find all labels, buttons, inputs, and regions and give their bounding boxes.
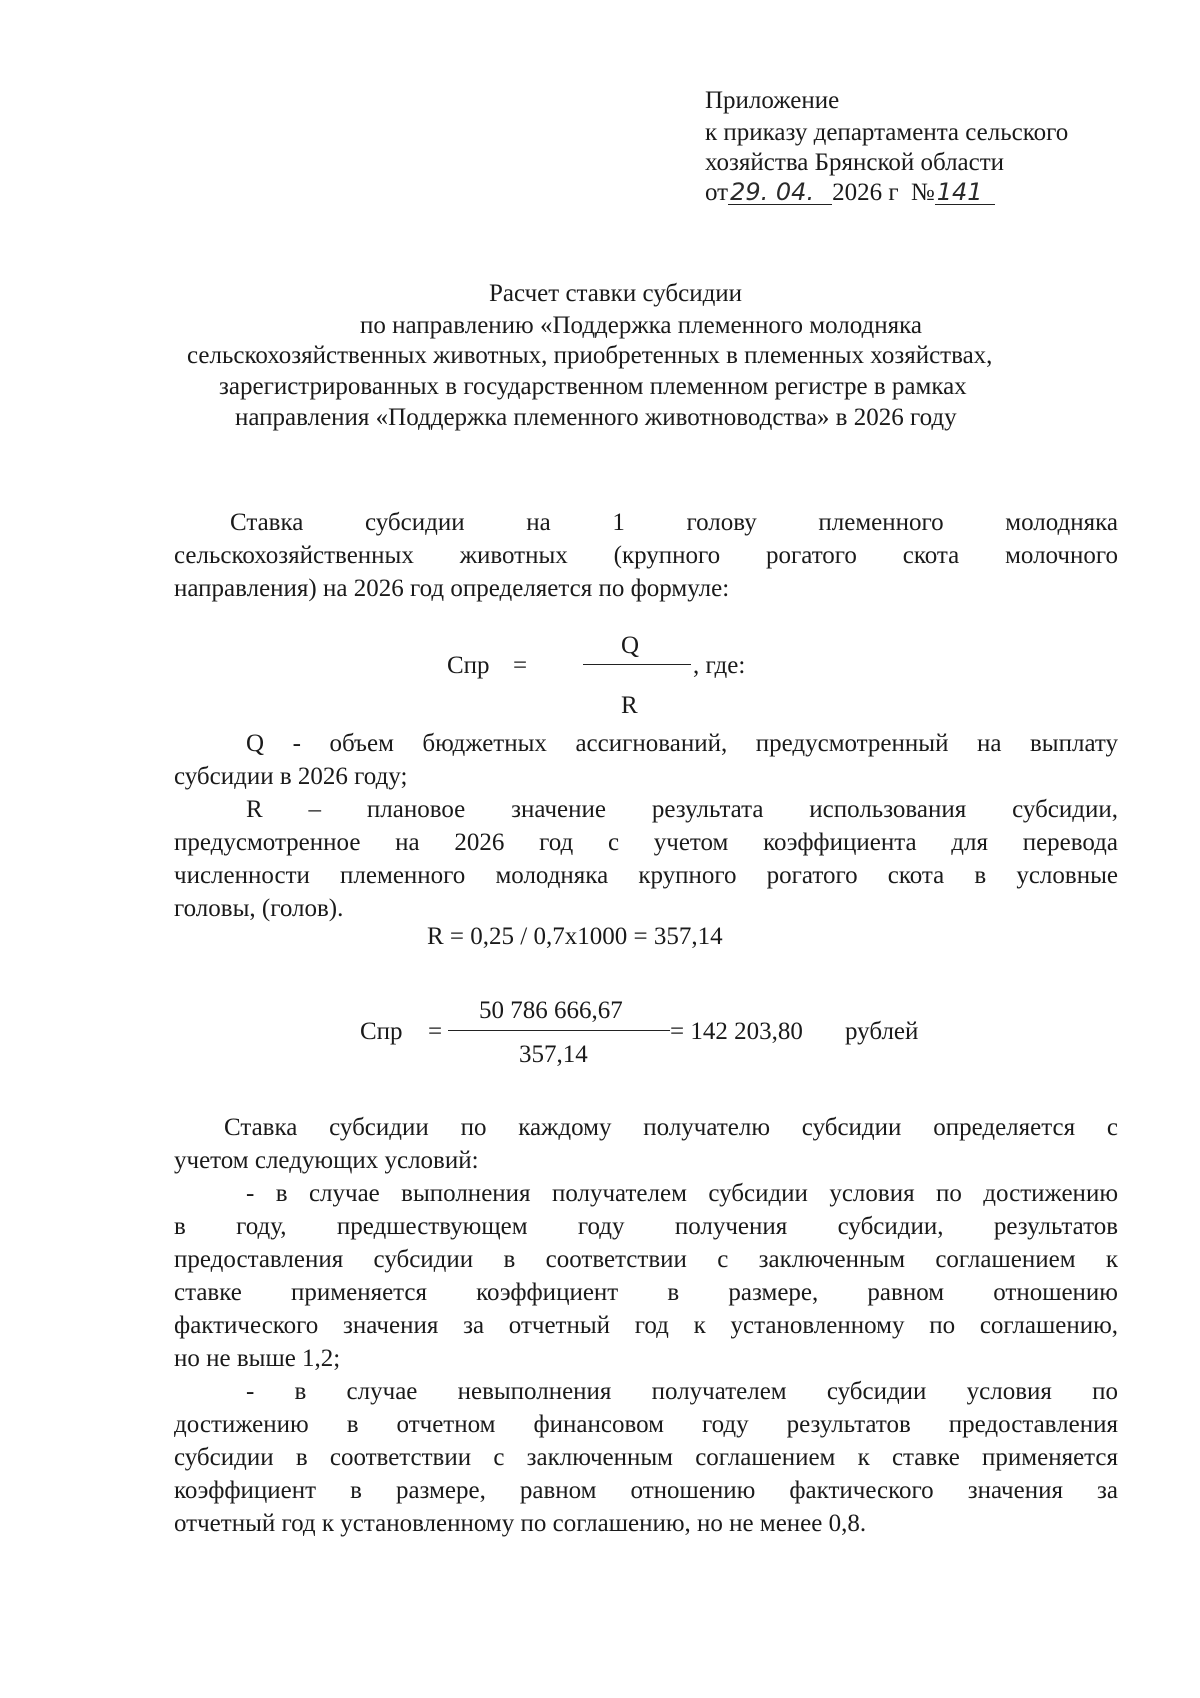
order-year: 2026 г bbox=[832, 179, 899, 206]
condition-2-line: коэффициент в размере, равном отношению фактического значения за bbox=[174, 1477, 1118, 1504]
formula2-denominator: 357,14 bbox=[519, 1041, 588, 1068]
handwritten-date: 29. 04. bbox=[728, 180, 832, 205]
formula2-lhs: Спр bbox=[360, 1018, 403, 1045]
formula1-lhs: Спр bbox=[447, 652, 490, 679]
formula2-result: = 142 203,80 bbox=[670, 1018, 803, 1045]
condition-1-line: ставке применяется коэффициент в размере, равном отношению bbox=[174, 1279, 1118, 1306]
number-sign: № bbox=[910, 179, 935, 206]
formula2-fraction-bar bbox=[448, 1030, 670, 1031]
intro-line: сельскохозяйственных животных (крупного рогатого скота молочного bbox=[174, 542, 1118, 569]
department-line: хозяйства Брянской области bbox=[705, 149, 1005, 176]
intro-line: направления) на 2026 год определяется по формуле: bbox=[174, 575, 730, 602]
condition-2-line: достижению в отчетном финансовом году результатов предоставления bbox=[174, 1411, 1118, 1438]
condition-1-line: в году, предшествующем году получения субсидии, результатов bbox=[174, 1213, 1118, 1240]
definition-r-line: R – плановое значение результата использования субсидии, bbox=[246, 796, 1118, 823]
title-line-3: сельскохозяйственных животных, приобретенных в племенных хозяйствах, bbox=[187, 342, 993, 369]
condition-1-line: фактического значения за отчетный год к установленному по соглашению, bbox=[174, 1312, 1118, 1339]
title-line-5: направления «Поддержка племенного животноводства» в 2026 году bbox=[235, 404, 957, 431]
formula1-numerator: Q bbox=[621, 632, 640, 659]
condition-2-line: отчетный год к установленному по соглашению, но не менее 0,8. bbox=[174, 1510, 867, 1537]
order-date-number-line bbox=[705, 178, 995, 208]
order-reference-line: к приказу департамента сельского bbox=[705, 119, 1069, 146]
conditions-line: учетом следующих условий: bbox=[174, 1147, 479, 1174]
from-prefix: от bbox=[705, 179, 729, 206]
handwritten-order-number: 141 bbox=[935, 180, 995, 205]
condition-1-line: - в случае выполнения получателем субсидии условия по достижению bbox=[246, 1180, 1118, 1207]
formula1-denominator: R bbox=[621, 692, 638, 719]
condition-1-line: но не выше 1,2; bbox=[174, 1345, 341, 1372]
definition-r bbox=[174, 793, 1118, 925]
formula1-equals: = bbox=[513, 652, 528, 679]
definition-q-line: субсидии в 2026 году; bbox=[174, 763, 408, 790]
formula2-equals: = bbox=[428, 1018, 443, 1045]
definition-q-line: Q - объем бюджетных ассигнований, предусмотренный на выплату bbox=[246, 730, 1118, 757]
intro-line: Ставка субсидии на 1 голову племенного молодняка bbox=[230, 509, 1118, 536]
definition-r-line: головы, (голов). bbox=[174, 895, 344, 922]
formula2-unit: рублей bbox=[845, 1018, 919, 1045]
definition-r-line: численности племенного молодняка крупного рогатого скота в условные bbox=[174, 862, 1118, 889]
title-line-4: зарегистрированных в государственном племенном регистре в рамках bbox=[219, 373, 967, 400]
formula2-numerator: 50 786 666,67 bbox=[479, 997, 623, 1024]
appendix-label: Приложение bbox=[705, 87, 840, 114]
conditions-paragraph bbox=[174, 1111, 1118, 1540]
document-title: Расчет ставки субсидии bbox=[489, 280, 743, 307]
conditions-line: Ставка субсидии по каждому получателю субсидии определяется с bbox=[224, 1114, 1118, 1141]
r-calculation: R = 0,25 / 0,7х1000 = 357,14 bbox=[427, 923, 723, 950]
definition-q bbox=[174, 727, 1118, 793]
condition-1-line: предоставления субсидии в соответствии с заключенным соглашением к bbox=[174, 1246, 1118, 1273]
formula1-suffix: , где: bbox=[693, 652, 746, 679]
condition-2-line: субсидии в соответствии с заключенным соглашением к ставке применяется bbox=[174, 1444, 1118, 1471]
definition-r-line: предусмотренное на 2026 год с учетом коэффициента для перевода bbox=[174, 829, 1118, 856]
condition-2-line: - в случае невыполнения получателем субсидии условия по bbox=[246, 1378, 1118, 1405]
title-line-2: по направлению «Поддержка племенного молодняка bbox=[360, 312, 922, 339]
intro-paragraph bbox=[174, 506, 1118, 605]
formula1-fraction-bar bbox=[583, 664, 691, 665]
